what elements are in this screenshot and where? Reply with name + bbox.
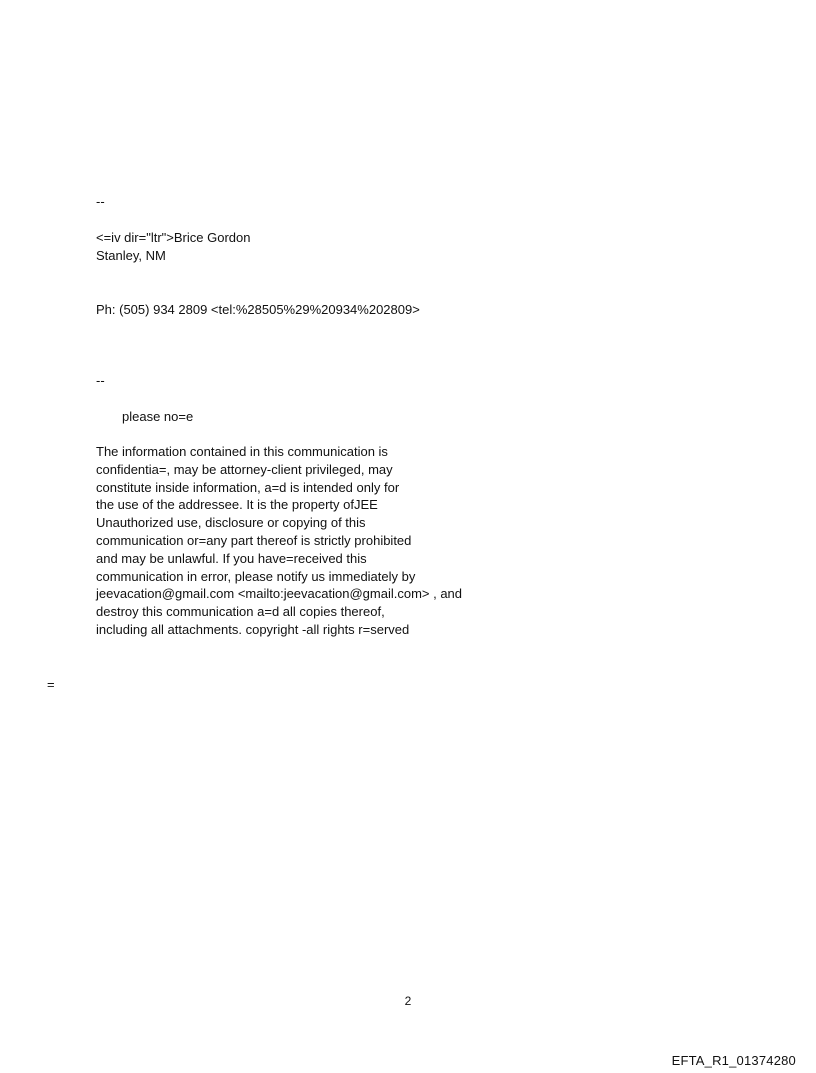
notice-line: and may be unlawful. If you have=received this — [96, 550, 367, 566]
notice-line: Unauthorized use, disclosure or copying of this — [96, 515, 366, 531]
notice-line: confidentia=, may be attorney-client privileged, may — [96, 461, 393, 477]
signature-name-line: <=iv dir="ltr">Brice Gordon — [96, 230, 251, 245]
page-number: 2 — [404, 994, 412, 1008]
notice-line: jeevacation@gmail.com <mailto:jeevacation@gmail.com> , and — [96, 586, 463, 602]
notice-line: The information contained in this communication is — [96, 444, 388, 459]
signature-location-line: Stanley, NM — [96, 248, 166, 263]
signature-separator-bottom: -- — [96, 373, 105, 388]
notice-line: communication in error, please notify us immediately by — [96, 568, 416, 584]
notice-line: destroy this communication a=d all copies thereof, — [96, 604, 385, 620]
notice-line: including all attachments. copyright -all rights r=served — [96, 621, 410, 637]
notice-line: communication or=any part thereof is strictly prohibited — [96, 532, 412, 548]
notice-line: constitute inside information, a=d is intended only for — [96, 479, 400, 495]
signature-separator-top: -- — [96, 194, 105, 209]
trailing-equals-mark: = — [47, 677, 55, 692]
notice-line: the use of the addressee. It is the property ofJEE — [96, 497, 378, 513]
notice-heading: please no=e — [122, 409, 194, 424]
confidentiality-notice — [96, 443, 556, 639]
signature-phone-line: Ph: (505) 934 2809 <tel:%28505%29%20934%202809> — [96, 302, 420, 317]
bates-number: EFTA_R1_01374280 — [671, 1053, 796, 1068]
